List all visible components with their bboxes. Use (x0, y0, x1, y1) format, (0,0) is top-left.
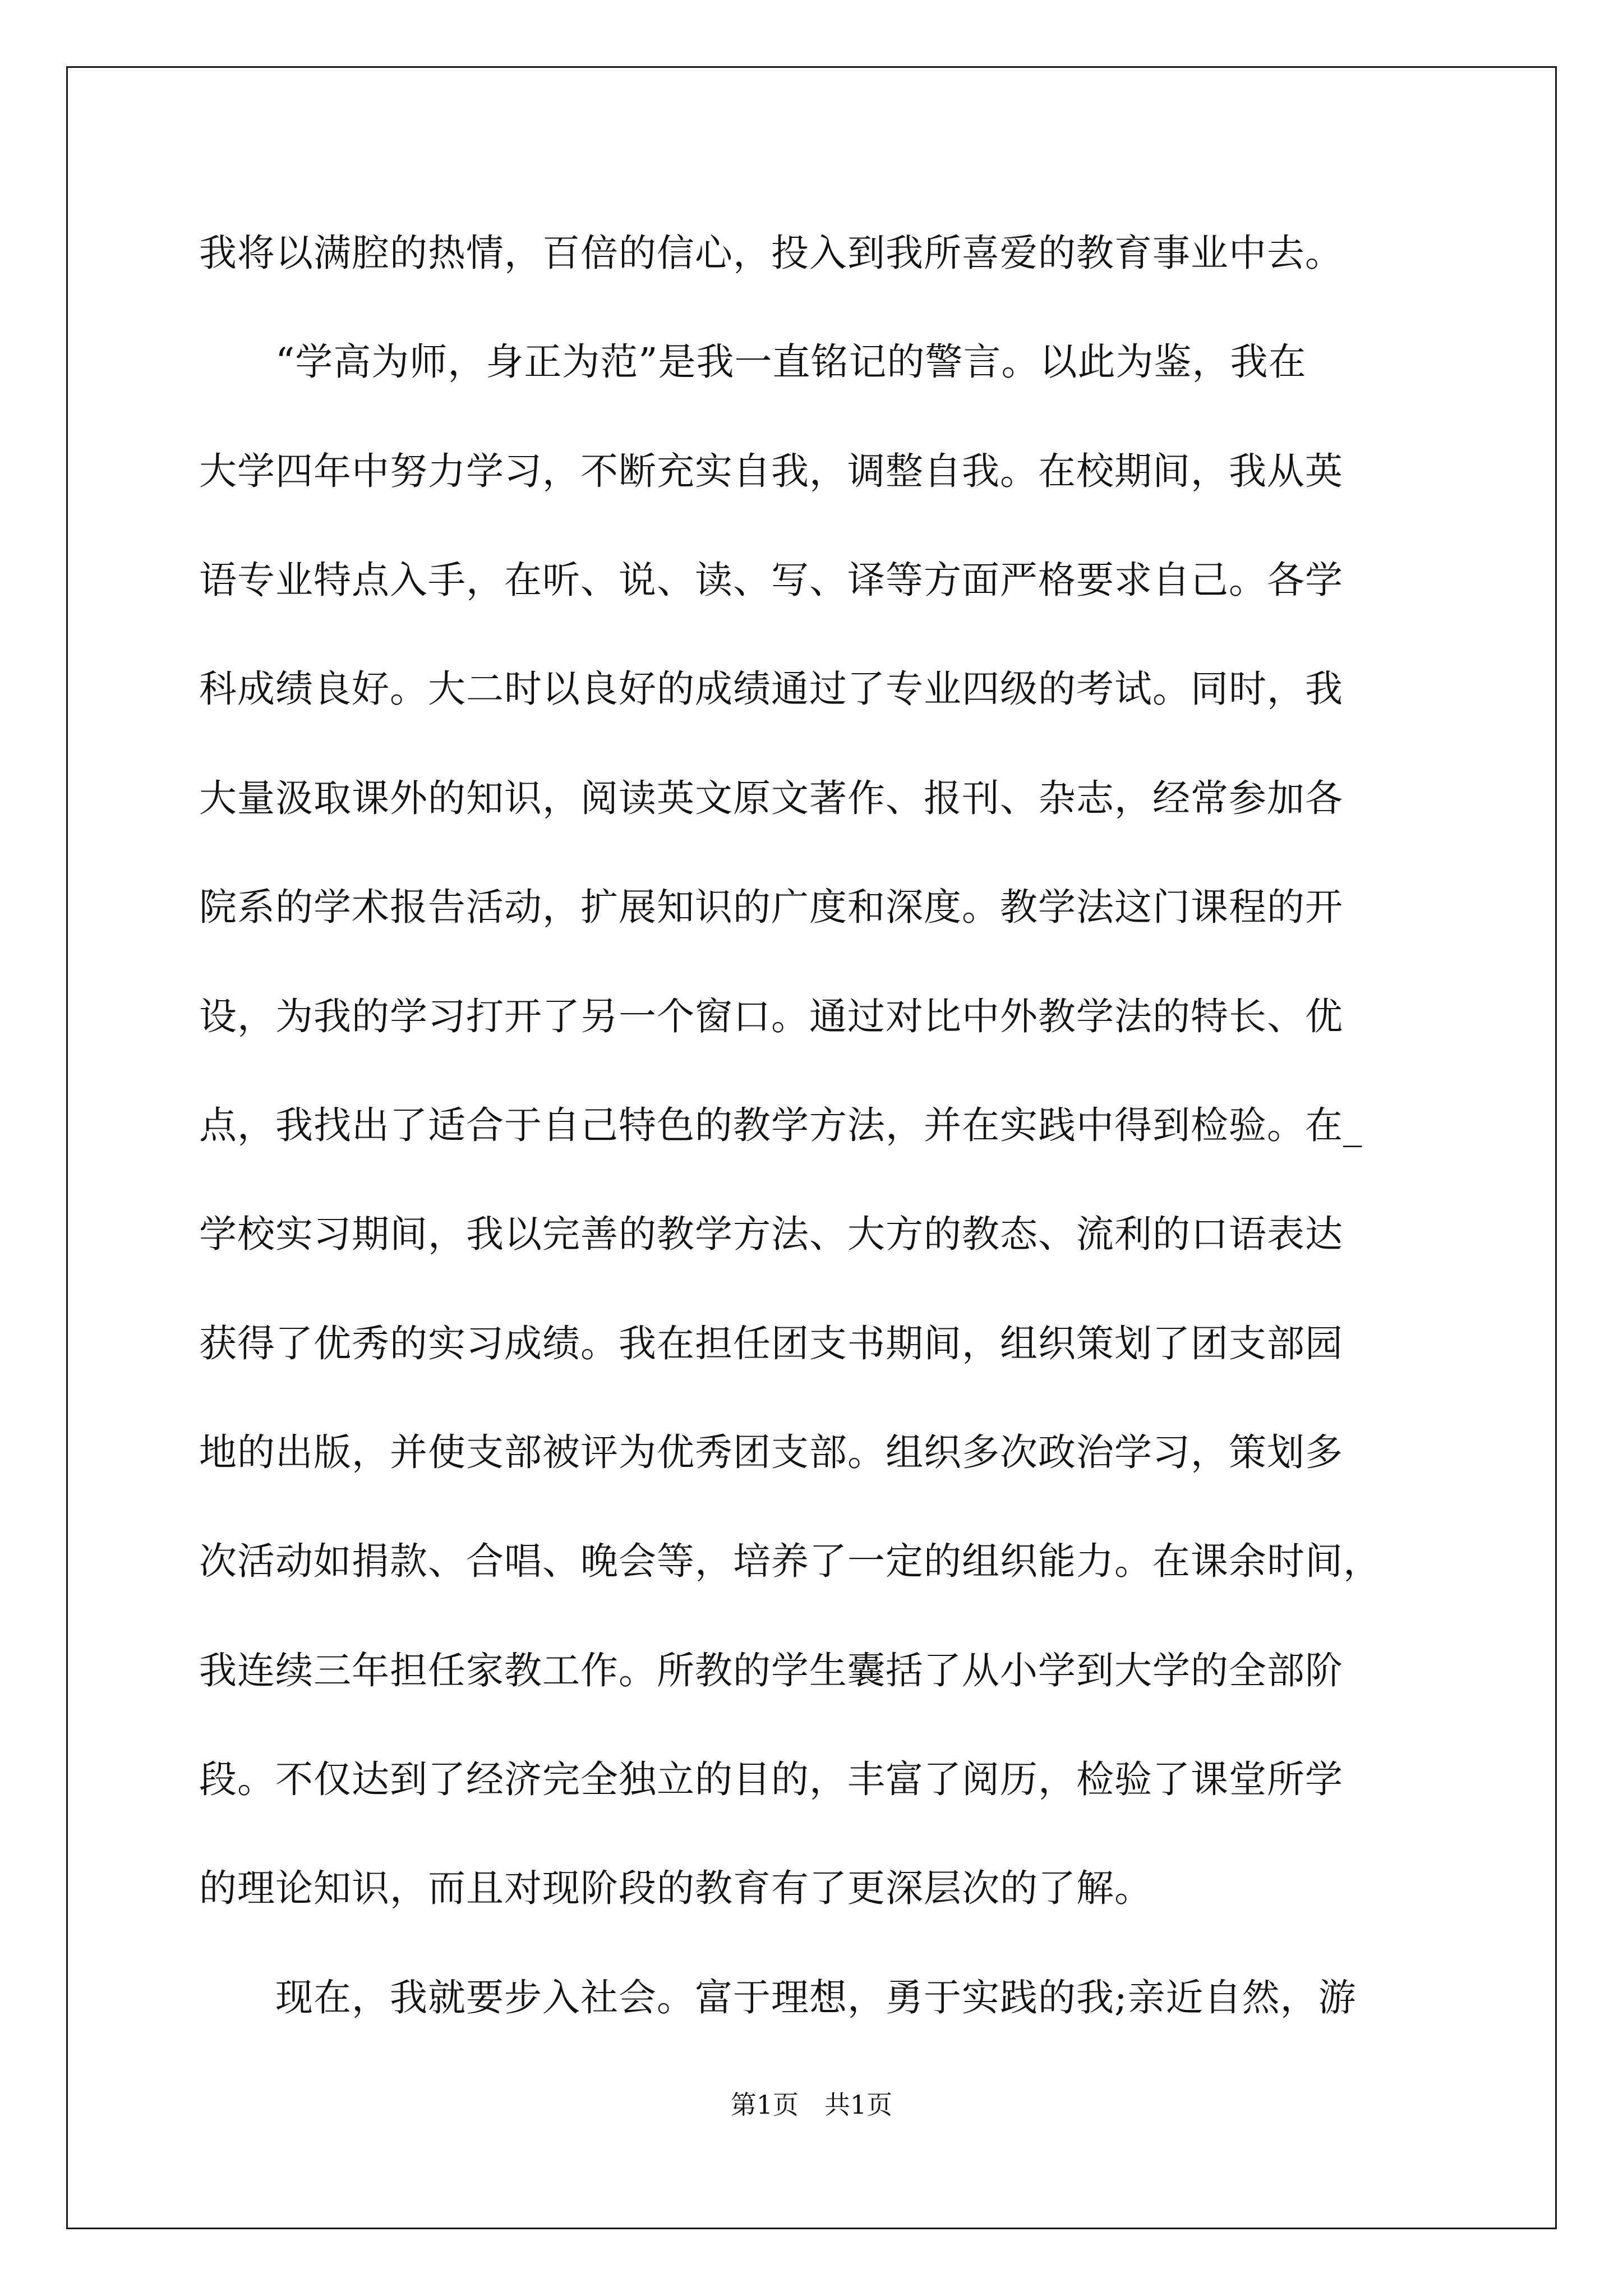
text-line: 设，为我的学习打开了另一个窗口。通过对比中外教学法的特长、优 (199, 995, 1343, 1038)
text-line: 段。不仅达到了经济完全独立的目的，丰富了阅历，检验了课堂所学 (199, 1757, 1343, 1801)
text-line: 获得了优秀的实习成绩。我在担任团支书期间，组织策划了团支部园 (199, 1322, 1343, 1365)
text-line: 的理论知识，而且对现阶段的教育有了更深层次的了解。 (199, 1866, 1152, 1910)
text-line: 点，我找出了适合于自己特色的教学方法，并在实践中得到检验。在_ (199, 1103, 1363, 1147)
text-line: 学校实习期间，我以完善的教学方法、大方的教态、流利的口语表达 (199, 1212, 1343, 1256)
text-line: 地的出版，并使支部被评为优秀团支部。组织多次政治学习，策划多 (199, 1430, 1343, 1474)
text-line: 我将以满腔的热情，百倍的信心，投入到我所喜爱的教育事业中去。 (199, 231, 1343, 275)
text-line: 我连续三年担任家教工作。所教的学生囊括了从小学到大学的全部阶 (199, 1649, 1343, 1692)
text-line: 现在，我就要步入社会。富于理想，勇于实践的我;亲近自然，游 (199, 1976, 1357, 2019)
text-line: 院系的学术报告活动，扩展知识的广度和深度。教学法这门课程的开 (199, 885, 1343, 929)
text-line: 大量汲取课外的知识，阅读英文原文著作、报刊、杂志，经常参加各 (199, 776, 1343, 820)
page-number-footer: 第1页 共1页 (730, 2090, 893, 2120)
text-line: 语专业特点入手，在听、说、读、写、译等方面严格要求自己。各学 (199, 558, 1343, 602)
text-line: “学高为师，身正为范”是我一直铭记的警言。以此为鉴，我在 (199, 340, 1307, 384)
text-line: 次活动如捐款、合唱、晚会等，培养了一定的组织能力。在课余时间， (199, 1539, 1381, 1583)
text-line: 科成绩良好。大二时以良好的成绩通过了专业四级的考试。同时，我 (199, 667, 1343, 711)
text-line: 大学四年中努力学习，不断充实自我，调整自我。在校期间，我从英 (199, 449, 1343, 493)
